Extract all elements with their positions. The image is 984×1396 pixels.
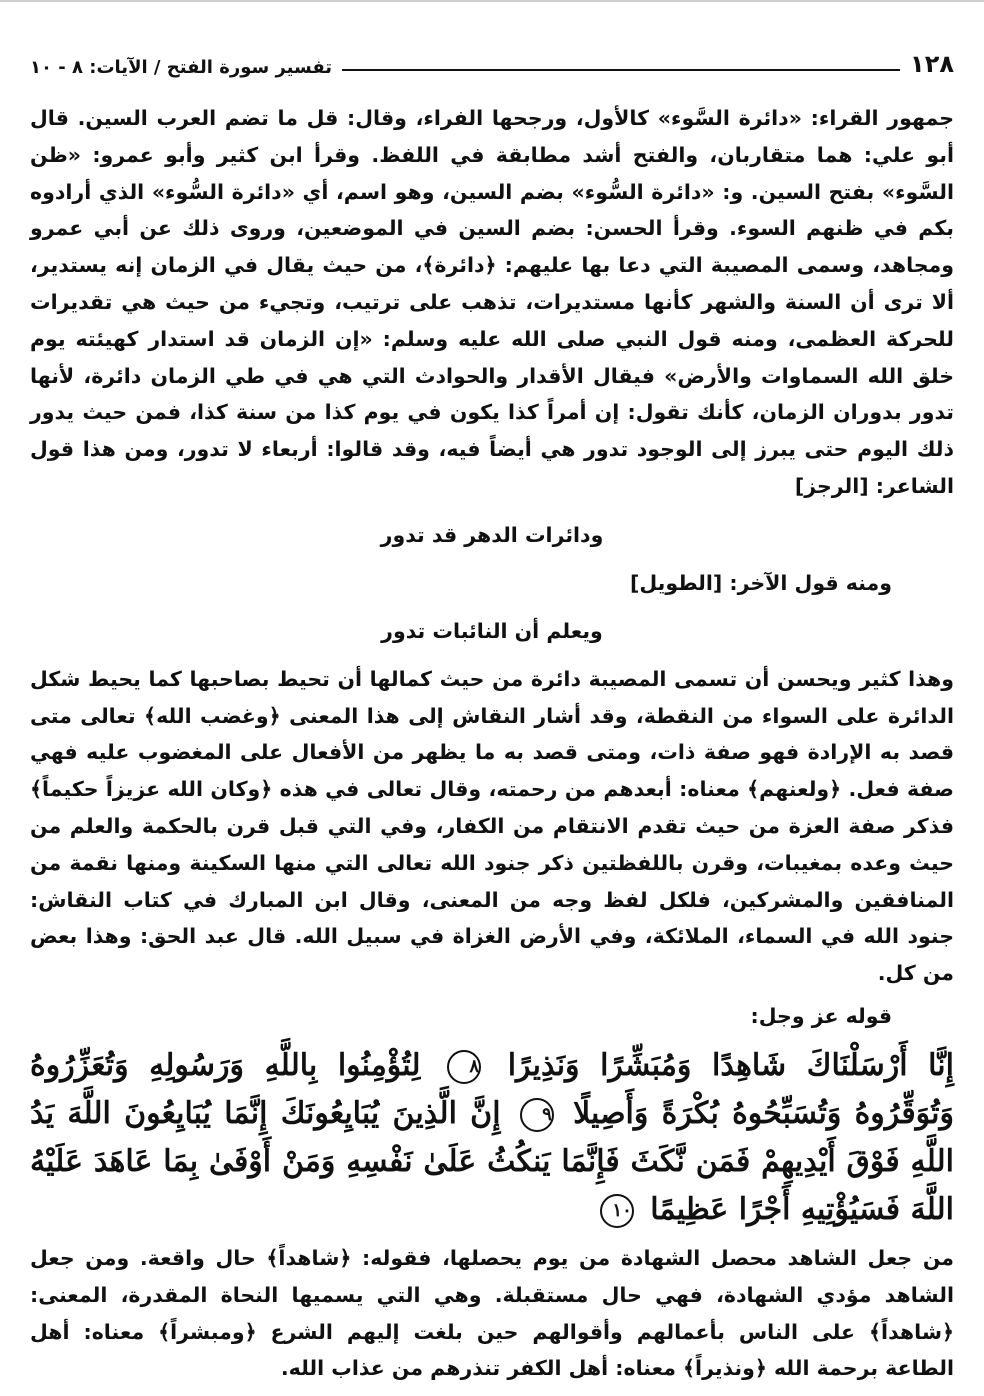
scan-edge	[0, 0, 984, 10]
tafsir-paragraph-3: من جعل الشاهد محصل الشهادة من يوم يحصلها، فقوله: ﴿شاهداً﴾ حال واقعة. ومن جعل الشاهد مؤدي الشهادة، فهي حال مستقبلة. وهي التي يسميها النحاة المقدرة، المعنى: ﴿شاهداً﴾ على الناس بأعمالهم وأقوالهم حين بلغت إليهم الشرع ﴿ومبشراً﴾ معناه: أهل الطاعة برحمة الله ﴿ونذيراً﴾ معناه: أهل الكفر تنذرهم من عذاب الله.	[30, 1245, 954, 1381]
page-number: ١٢٨	[910, 50, 954, 78]
poetry-verse-1: ودائرات الدهر قد تدور	[380, 522, 604, 547]
ayah-10-text: إِنَّ الَّذِينَ يُبَايِعُونَكَ إِنَّمَا يُبَايِعُونَ اللَّهَ يَدُ اللَّهِ فَوْقَ أَيْدِيهِمْ فَمَن نَّكَثَ فَإِنَّمَا يَنكُثُ عَلَىٰ نَفْسِهِ وَمَنْ أَوْفَىٰ بِمَا عَاهَدَ عَلَيْهُ اللَّهَ فَسَيُؤْتِيهِ أَجْرًا عَظِيمًا	[30, 1095, 954, 1227]
ayah-8-marker: ٨	[447, 1050, 481, 1084]
ayah-9-text: لِتُؤْمِنُوا بِاللَّهِ وَرَسُولِهِ وَتُعَزِّرُوهُ وَتُوَقِّرُوهُ وَتُسَبِّحُوهُ بُكْرَةً وَأَصِيلًا	[30, 1047, 955, 1131]
tafsir-paragraph-2: وهذا كثير ويحسن أن تسمى المصيبة دائرة من حيث كمالها أن تحيط بصاحبها كما يحيط شكل الدائرة على السواء من النقطة، وقد أشار النقاش إلى هذا المعنى ﴿وغضب الله﴾ تعالى متى قصد به الإرادة فهو صفة ذات، ومتى قصد به ما يظهر من الأفعال على المغضوب عليه فهي صفة فعل. ﴿ولعنهم﴾ معناه: أبعدهم من رحمته، وقال تعالى في هذه ﴿وكان الله عزيزاً حكيماً﴾ فذكر صفة العزة من حيث تقدم الانتقام من الكفار، وفي التي قبل قرن بالحكمة والعلم من حيث وعده بمغيبات، وقرن باللفظتين ذكر جنود الله تعالى التي منها السكينة ومنها نقمة من المنافقين والمشركين، فلكل لفظ وجه من المعنى، وقال ابن المبارك في كتاب النقاش: جنود الله في السماء، الملائكة، وفي الأرض الغزاة في سبيل الله. قال عبد الحق: وهذا بعض من كل.	[30, 666, 954, 986]
ayah-8-text: إِنَّا أَرْسَلْنَاكَ شَاهِدًا وَمُبَشِّرًا وَنَذِيرًا	[507, 1047, 954, 1083]
poetry-verse-2: ويعلم أن النائبات تدور	[381, 618, 603, 643]
ayah-10-marker: ١٠	[600, 1194, 634, 1228]
quran-verses	[30, 1042, 954, 1234]
header-rule	[342, 69, 900, 71]
page-header	[30, 44, 954, 78]
tafsir-paragraph-1: جمهور القراء: «دائرة السَّوء» كالأول، ورجحها الفراء، وقال: قل ما تضم العرب السين. قال أبو علي: هما متقاربان، والفتح أشد مطابقة في اللفظ. وقرأ ابن كثير وأبو عمرو: «ظن السَّوء» بفتح السين. و: «دائرة السُّوء» بضم السين، وهو اسم، أي «دائرة السُّوء» الذي أرادوه بكم في ظنهم السوء. وقرأ الحسن: بضم السين في الموضعين، وروى ذلك عن أبي عمرو ومجاهد، وسمى المصيبة التي دعا بها عليهم: ﴿دائرة﴾، من حيث يقال في الزمان إنه يستدير، ألا ترى أن السنة والشهر كأنها مستديرات، تذهب على ترتيب، وتجيء من حيث هي تقديرات للحركة العظمى، ومنه قول النبي صلى الله عليه وسلم: «إن الزمان قد استدار كهيئته يوم خلق الله السماوات والأرض» فيقال الأقدار والحوادث التي هي في طي الزمان دائرة، لأنها تدور بدوران الزمان، كأنك تقول: إن أمراً كذا يكون في يوم كذا من سنة كذا، فمن حيث يدور ذلك اليوم حتى يبرز إلى الوجود تدور هي أيضاً فيه، وقد قالوا: أربعاء لا تدور، ومن هذا قول الشاعر: [الرجز]	[30, 106, 954, 498]
quran-intro: قوله عز وجل:	[750, 1003, 892, 1028]
running-title: تفسير سورة الفتح / الآيات: ٨ - ١٠	[30, 57, 333, 78]
poetry-intro-2: ومنه قول الآخر: [الطويل]	[629, 570, 892, 595]
ayah-9-marker: ٩	[520, 1098, 554, 1132]
